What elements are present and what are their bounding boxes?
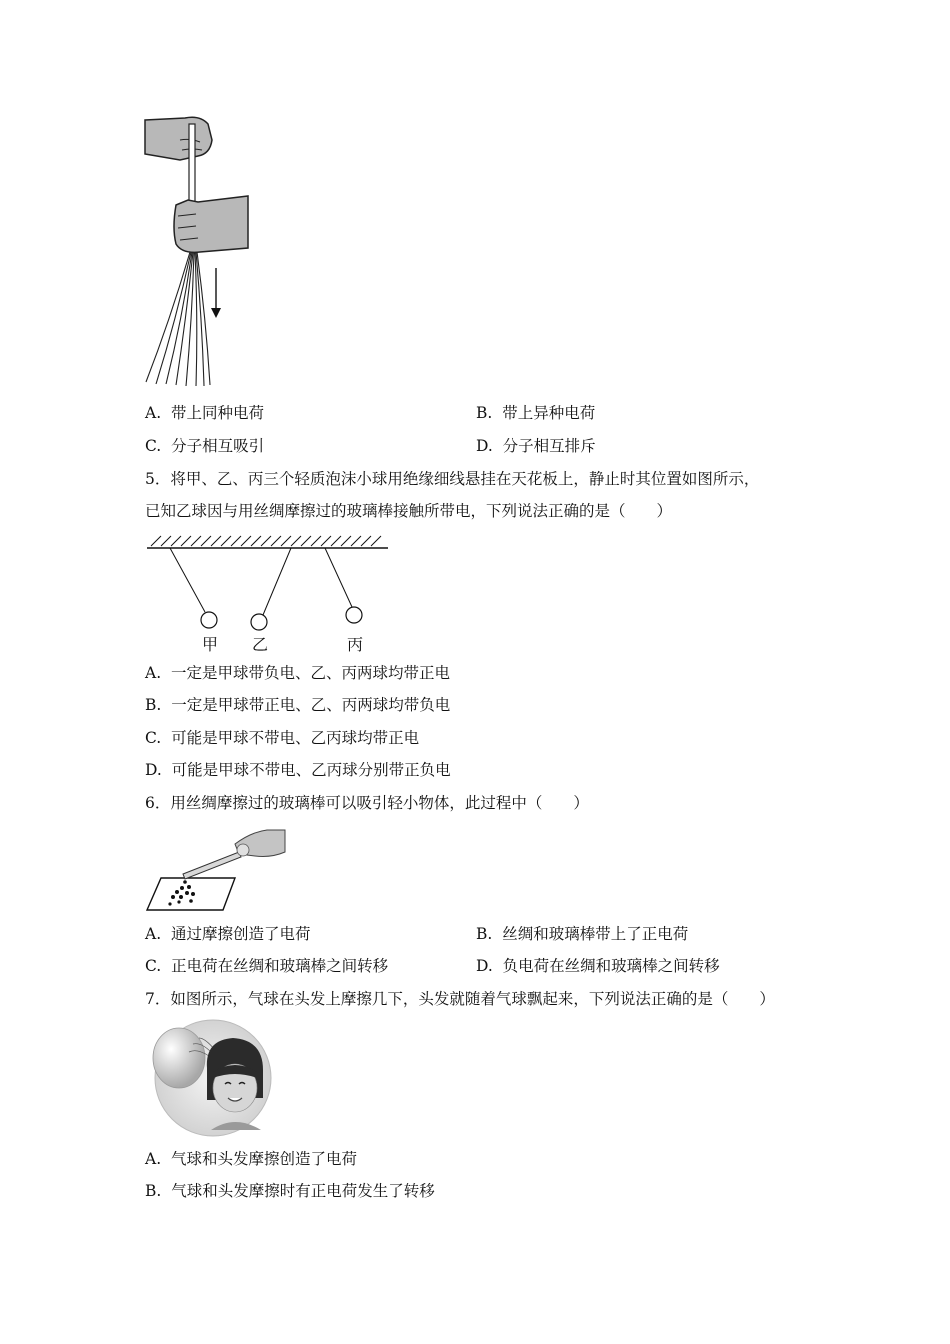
q5-option-a[interactable]: A. 一定是甲球带负电、乙、丙两球均带正电 (145, 664, 450, 682)
q6-option-c[interactable]: C. 正电荷在丝绸和玻璃棒之间转移 (145, 957, 389, 975)
q7-option-a[interactable]: A. 气球和头发摩擦创造了电荷 (145, 1150, 357, 1168)
q6-stem-line-1: 6．用丝绸摩擦过的玻璃棒可以吸引轻小物体，此过程中（ ） (145, 794, 589, 812)
q4-option-c[interactable]: C. 分子相互吸引 (145, 437, 265, 455)
q4-option-a[interactable]: A. 带上同种电荷 (145, 404, 264, 422)
q5-label-bing: 丙 (347, 635, 364, 654)
q5-option-d[interactable]: D. 可能是甲球不带电、乙丙球分别带正负电 (145, 761, 451, 779)
q6-option-a[interactable]: A. 通过摩擦创造了电荷 (145, 925, 311, 943)
q5-stem-line-1: 5．将甲、乙、丙三个轻质泡沫小球用绝缘细线悬挂在天花板上，静止时其位置如图所示， (145, 470, 760, 488)
q5-option-c[interactable]: C. 可能是甲球不带电、乙丙球均带正电 (145, 729, 420, 747)
q5-option-b[interactable]: B. 一定是甲球带正电、乙、丙两球均带负电 (145, 696, 451, 714)
q4-option-d[interactable]: D. 分子相互排斥 (476, 437, 596, 455)
q7-option-b[interactable]: B. 气球和头发摩擦时有正电荷发生了转移 (145, 1182, 435, 1200)
q7-figure (145, 1018, 280, 1138)
q5-stem-line-2: 已知乙球因与用丝绸摩擦过的玻璃棒接触所带电，下列说法正确的是（ ） (145, 502, 673, 520)
q5-label-jia: 甲 (202, 635, 219, 654)
q4-figure (140, 110, 260, 390)
q6-figure (143, 822, 288, 917)
q6-option-d[interactable]: D. 负电荷在丝绸和玻璃棒之间转移 (476, 957, 720, 975)
q6-option-b[interactable]: B. 丝绸和玻璃棒带上了正电荷 (476, 925, 689, 943)
q5-label-yi: 乙 (252, 635, 269, 654)
q4-option-b[interactable]: B. 带上异种电荷 (476, 404, 596, 422)
q7-stem-line-1: 7．如图所示，气球在头发上摩擦几下，头发就随着气球飘起来，下列说法正确的是（ ） (145, 990, 775, 1008)
